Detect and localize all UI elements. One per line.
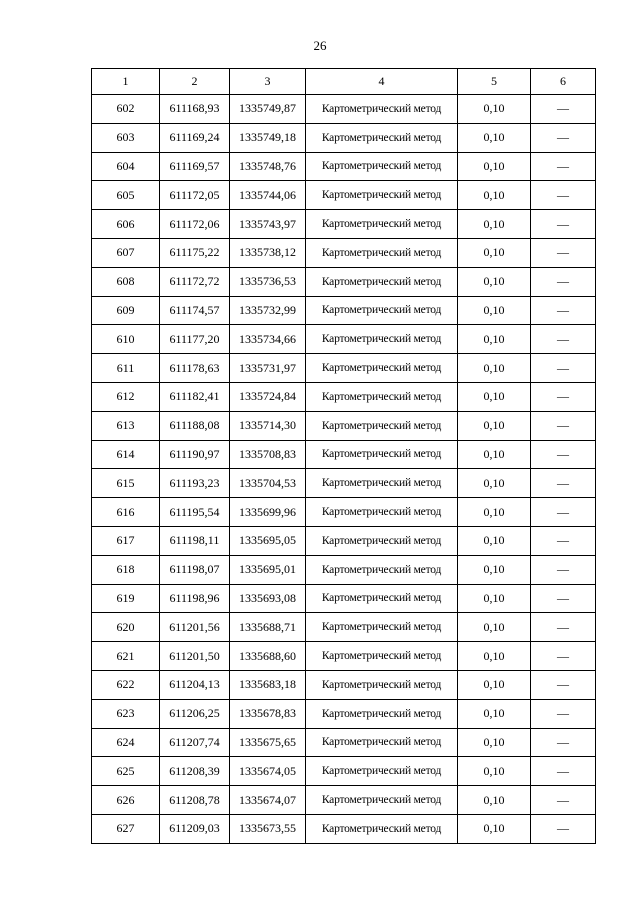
accuracy-cell: 0,10 bbox=[458, 123, 531, 152]
note-cell: — bbox=[531, 670, 596, 699]
point-number-cell: 623 bbox=[92, 699, 160, 728]
note-cell: — bbox=[531, 411, 596, 440]
accuracy-cell: 0,10 bbox=[458, 814, 531, 843]
y-coordinate-cell: 1335695,01 bbox=[230, 555, 306, 584]
point-number-cell: 602 bbox=[92, 95, 160, 124]
accuracy-cell: 0,10 bbox=[458, 382, 531, 411]
y-coordinate-cell: 1335699,96 bbox=[230, 498, 306, 527]
method-cell: Картометрический метод bbox=[306, 354, 458, 383]
y-coordinate-cell: 1335731,97 bbox=[230, 354, 306, 383]
method-cell: Картометрический метод bbox=[306, 786, 458, 815]
y-coordinate-cell: 1335704,53 bbox=[230, 469, 306, 498]
method-cell: Картометрический метод bbox=[306, 411, 458, 440]
table-row bbox=[92, 814, 596, 843]
accuracy-cell: 0,10 bbox=[458, 498, 531, 527]
y-coordinate-cell: 1335674,05 bbox=[230, 757, 306, 786]
point-number-cell: 618 bbox=[92, 555, 160, 584]
table-row bbox=[92, 526, 596, 555]
accuracy-cell: 0,10 bbox=[458, 440, 531, 469]
x-coordinate-cell: 611172,05 bbox=[160, 181, 230, 210]
accuracy-cell: 0,10 bbox=[458, 267, 531, 296]
accuracy-cell: 0,10 bbox=[458, 152, 531, 181]
column-header-4: 4 bbox=[306, 69, 458, 95]
x-coordinate-cell: 611209,03 bbox=[160, 814, 230, 843]
point-number-cell: 610 bbox=[92, 325, 160, 354]
y-coordinate-cell: 1335744,06 bbox=[230, 181, 306, 210]
table-row bbox=[92, 613, 596, 642]
accuracy-cell: 0,10 bbox=[458, 95, 531, 124]
note-cell: — bbox=[531, 152, 596, 181]
note-cell: — bbox=[531, 325, 596, 354]
method-cell: Картометрический метод bbox=[306, 382, 458, 411]
page-number: 26 bbox=[313, 38, 327, 53]
note-cell: — bbox=[531, 95, 596, 124]
note-cell: — bbox=[531, 469, 596, 498]
note-cell: — bbox=[531, 210, 596, 239]
coordinates-table bbox=[91, 68, 596, 844]
point-number-cell: 605 bbox=[92, 181, 160, 210]
note-cell: — bbox=[531, 267, 596, 296]
method-cell: Картометрический метод bbox=[306, 181, 458, 210]
accuracy-cell: 0,10 bbox=[458, 584, 531, 613]
method-cell: Картометрический метод bbox=[306, 325, 458, 354]
point-number-cell: 606 bbox=[92, 210, 160, 239]
note-cell: — bbox=[531, 123, 596, 152]
y-coordinate-cell: 1335675,65 bbox=[230, 728, 306, 757]
table-row bbox=[92, 123, 596, 152]
accuracy-cell: 0,10 bbox=[458, 354, 531, 383]
method-cell: Картометрический метод bbox=[306, 814, 458, 843]
x-coordinate-cell: 611206,25 bbox=[160, 699, 230, 728]
note-cell: — bbox=[531, 814, 596, 843]
note-cell: — bbox=[531, 526, 596, 555]
x-coordinate-cell: 611178,63 bbox=[160, 354, 230, 383]
accuracy-cell: 0,10 bbox=[458, 526, 531, 555]
note-cell: — bbox=[531, 181, 596, 210]
y-coordinate-cell: 1335673,55 bbox=[230, 814, 306, 843]
y-coordinate-cell: 1335693,08 bbox=[230, 584, 306, 613]
accuracy-cell: 0,10 bbox=[458, 181, 531, 210]
point-number-cell: 607 bbox=[92, 238, 160, 267]
accuracy-cell: 0,10 bbox=[458, 786, 531, 815]
y-coordinate-cell: 1335695,05 bbox=[230, 526, 306, 555]
table-row bbox=[92, 699, 596, 728]
point-number-cell: 620 bbox=[92, 613, 160, 642]
x-coordinate-cell: 611208,39 bbox=[160, 757, 230, 786]
x-coordinate-cell: 611172,72 bbox=[160, 267, 230, 296]
accuracy-cell: 0,10 bbox=[458, 469, 531, 498]
y-coordinate-cell: 1335678,83 bbox=[230, 699, 306, 728]
table-row bbox=[92, 411, 596, 440]
x-coordinate-cell: 611175,22 bbox=[160, 238, 230, 267]
point-number-cell: 616 bbox=[92, 498, 160, 527]
table-row bbox=[92, 584, 596, 613]
table-row bbox=[92, 642, 596, 671]
method-cell: Картометрический метод bbox=[306, 296, 458, 325]
note-cell: — bbox=[531, 699, 596, 728]
accuracy-cell: 0,10 bbox=[458, 325, 531, 354]
point-number-cell: 626 bbox=[92, 786, 160, 815]
accuracy-cell: 0,10 bbox=[458, 238, 531, 267]
point-number-cell: 625 bbox=[92, 757, 160, 786]
x-coordinate-cell: 611204,13 bbox=[160, 670, 230, 699]
point-number-cell: 609 bbox=[92, 296, 160, 325]
point-number-cell: 604 bbox=[92, 152, 160, 181]
table-row bbox=[92, 296, 596, 325]
table-row bbox=[92, 786, 596, 815]
y-coordinate-cell: 1335736,53 bbox=[230, 267, 306, 296]
method-cell: Картометрический метод bbox=[306, 670, 458, 699]
x-coordinate-cell: 611190,97 bbox=[160, 440, 230, 469]
accuracy-cell: 0,10 bbox=[458, 411, 531, 440]
note-cell: — bbox=[531, 498, 596, 527]
table-row bbox=[92, 498, 596, 527]
y-coordinate-cell: 1335743,97 bbox=[230, 210, 306, 239]
point-number-cell: 603 bbox=[92, 123, 160, 152]
column-header-1: 1 bbox=[92, 69, 160, 95]
method-cell: Картометрический метод bbox=[306, 584, 458, 613]
table-row bbox=[92, 555, 596, 584]
accuracy-cell: 0,10 bbox=[458, 670, 531, 699]
y-coordinate-cell: 1335708,83 bbox=[230, 440, 306, 469]
method-cell: Картометрический метод bbox=[306, 123, 458, 152]
point-number-cell: 614 bbox=[92, 440, 160, 469]
table-row bbox=[92, 181, 596, 210]
y-coordinate-cell: 1335674,07 bbox=[230, 786, 306, 815]
note-cell: — bbox=[531, 786, 596, 815]
table-row bbox=[92, 325, 596, 354]
x-coordinate-cell: 611168,93 bbox=[160, 95, 230, 124]
point-number-cell: 627 bbox=[92, 814, 160, 843]
point-number-cell: 608 bbox=[92, 267, 160, 296]
note-cell: — bbox=[531, 757, 596, 786]
x-coordinate-cell: 611201,50 bbox=[160, 642, 230, 671]
x-coordinate-cell: 611201,56 bbox=[160, 613, 230, 642]
accuracy-cell: 0,10 bbox=[458, 728, 531, 757]
table-row bbox=[92, 670, 596, 699]
method-cell: Картометрический метод bbox=[306, 757, 458, 786]
x-coordinate-cell: 611169,24 bbox=[160, 123, 230, 152]
x-coordinate-cell: 611172,06 bbox=[160, 210, 230, 239]
y-coordinate-cell: 1335749,87 bbox=[230, 95, 306, 124]
table-row bbox=[92, 382, 596, 411]
note-cell: — bbox=[531, 296, 596, 325]
x-coordinate-cell: 611188,08 bbox=[160, 411, 230, 440]
point-number-cell: 619 bbox=[92, 584, 160, 613]
y-coordinate-cell: 1335724,84 bbox=[230, 382, 306, 411]
method-cell: Картометрический метод bbox=[306, 469, 458, 498]
x-coordinate-cell: 611198,07 bbox=[160, 555, 230, 584]
y-coordinate-cell: 1335749,18 bbox=[230, 123, 306, 152]
method-cell: Картометрический метод bbox=[306, 613, 458, 642]
column-header-5: 5 bbox=[458, 69, 531, 95]
x-coordinate-cell: 611177,20 bbox=[160, 325, 230, 354]
note-cell: — bbox=[531, 354, 596, 383]
accuracy-cell: 0,10 bbox=[458, 757, 531, 786]
accuracy-cell: 0,10 bbox=[458, 555, 531, 584]
method-cell: Картометрический метод bbox=[306, 152, 458, 181]
note-cell: — bbox=[531, 440, 596, 469]
table-body bbox=[92, 95, 596, 844]
accuracy-cell: 0,10 bbox=[458, 699, 531, 728]
point-number-cell: 615 bbox=[92, 469, 160, 498]
y-coordinate-cell: 1335738,12 bbox=[230, 238, 306, 267]
accuracy-cell: 0,10 bbox=[458, 296, 531, 325]
point-number-cell: 621 bbox=[92, 642, 160, 671]
method-cell: Картометрический метод bbox=[306, 95, 458, 124]
x-coordinate-cell: 611198,11 bbox=[160, 526, 230, 555]
table-row bbox=[92, 469, 596, 498]
x-coordinate-cell: 611208,78 bbox=[160, 786, 230, 815]
accuracy-cell: 0,10 bbox=[458, 210, 531, 239]
column-header-2: 2 bbox=[160, 69, 230, 95]
note-cell: — bbox=[531, 555, 596, 584]
method-cell: Картометрический метод bbox=[306, 728, 458, 757]
table-row bbox=[92, 152, 596, 181]
table-row bbox=[92, 757, 596, 786]
method-cell: Картометрический метод bbox=[306, 526, 458, 555]
column-header-3: 3 bbox=[230, 69, 306, 95]
note-cell: — bbox=[531, 238, 596, 267]
x-coordinate-cell: 611195,54 bbox=[160, 498, 230, 527]
table-row bbox=[92, 354, 596, 383]
y-coordinate-cell: 1335732,99 bbox=[230, 296, 306, 325]
point-number-cell: 622 bbox=[92, 670, 160, 699]
table-row bbox=[92, 238, 596, 267]
y-coordinate-cell: 1335748,76 bbox=[230, 152, 306, 181]
x-coordinate-cell: 611198,96 bbox=[160, 584, 230, 613]
note-cell: — bbox=[531, 642, 596, 671]
table-row bbox=[92, 440, 596, 469]
x-coordinate-cell: 611193,23 bbox=[160, 469, 230, 498]
point-number-cell: 612 bbox=[92, 382, 160, 411]
method-cell: Картометрический метод bbox=[306, 555, 458, 584]
table-row bbox=[92, 267, 596, 296]
x-coordinate-cell: 611182,41 bbox=[160, 382, 230, 411]
method-cell: Картометрический метод bbox=[306, 699, 458, 728]
y-coordinate-cell: 1335734,66 bbox=[230, 325, 306, 354]
y-coordinate-cell: 1335683,18 bbox=[230, 670, 306, 699]
point-number-cell: 617 bbox=[92, 526, 160, 555]
y-coordinate-cell: 1335688,71 bbox=[230, 613, 306, 642]
method-cell: Картометрический метод bbox=[306, 210, 458, 239]
method-cell: Картометрический метод bbox=[306, 642, 458, 671]
accuracy-cell: 0,10 bbox=[458, 642, 531, 671]
method-cell: Картометрический метод bbox=[306, 238, 458, 267]
accuracy-cell: 0,10 bbox=[458, 613, 531, 642]
table-header-row bbox=[92, 69, 596, 95]
point-number-cell: 613 bbox=[92, 411, 160, 440]
method-cell: Картометрический метод bbox=[306, 440, 458, 469]
y-coordinate-cell: 1335688,60 bbox=[230, 642, 306, 671]
point-number-cell: 624 bbox=[92, 728, 160, 757]
x-coordinate-cell: 611174,57 bbox=[160, 296, 230, 325]
method-cell: Картометрический метод bbox=[306, 267, 458, 296]
x-coordinate-cell: 611169,57 bbox=[160, 152, 230, 181]
note-cell: — bbox=[531, 382, 596, 411]
note-cell: — bbox=[531, 584, 596, 613]
note-cell: — bbox=[531, 613, 596, 642]
y-coordinate-cell: 1335714,30 bbox=[230, 411, 306, 440]
table-row bbox=[92, 728, 596, 757]
point-number-cell: 611 bbox=[92, 354, 160, 383]
note-cell: — bbox=[531, 728, 596, 757]
x-coordinate-cell: 611207,74 bbox=[160, 728, 230, 757]
method-cell: Картометрический метод bbox=[306, 498, 458, 527]
column-header-6: 6 bbox=[531, 69, 596, 95]
table-row bbox=[92, 95, 596, 124]
table-row bbox=[92, 210, 596, 239]
